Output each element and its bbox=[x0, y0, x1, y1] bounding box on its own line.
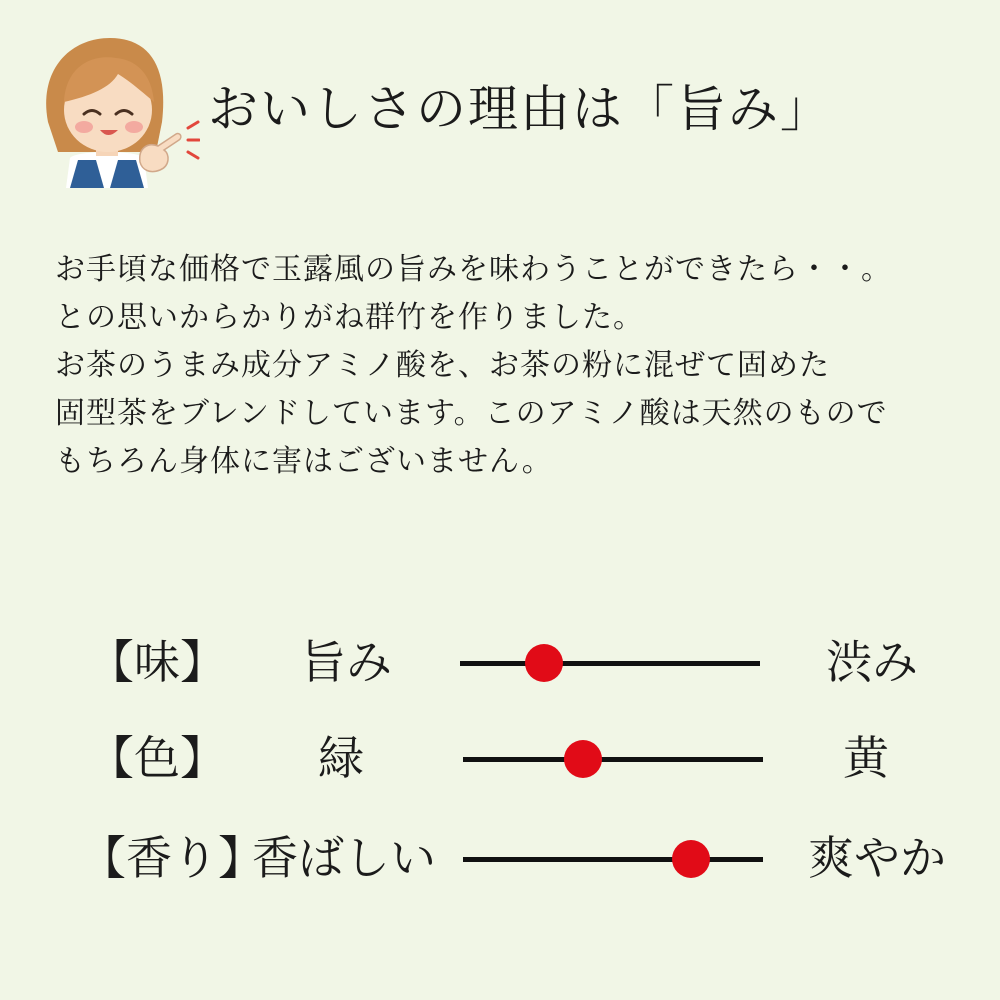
page-title: おいしさの理由は「旨み」 bbox=[208, 80, 832, 138]
color-right-term: 黄 bbox=[843, 731, 889, 785]
taste-scale-track bbox=[460, 661, 760, 666]
aroma-right-term: 爽やか bbox=[808, 831, 946, 885]
taste-scale-marker bbox=[525, 644, 563, 682]
taste-left-term: 旨み bbox=[300, 635, 392, 689]
aroma-left-term: 香ばしい bbox=[252, 831, 436, 885]
aroma-scale-track bbox=[463, 857, 763, 862]
description-line: もちろん身体に害はございません。 bbox=[55, 444, 553, 479]
description-line: お手頃な価格で玉露風の旨みを味わうことができたら・・。 bbox=[55, 252, 892, 287]
taste-scale-row bbox=[0, 622, 1000, 702]
taste-label: 【味】 bbox=[88, 635, 226, 689]
aroma-label: 【香り】 bbox=[80, 831, 264, 885]
color-scale-marker bbox=[564, 740, 602, 778]
woman-pointing-illustration bbox=[30, 30, 200, 190]
description-line: お茶のうまみ成分アミノ酸を、お茶の粉に混ぜて固めた bbox=[55, 348, 830, 383]
description-text bbox=[55, 246, 955, 486]
color-left-term: 緑 bbox=[318, 731, 364, 785]
aroma-scale-marker bbox=[672, 840, 710, 878]
color-label: 【色】 bbox=[88, 731, 226, 785]
color-scale-track bbox=[463, 757, 763, 762]
description-line: 固型茶をブレンドしています。このアミノ酸は天然のもので bbox=[55, 396, 888, 431]
color-scale-row bbox=[0, 718, 1000, 798]
taste-right-term: 渋み bbox=[826, 635, 918, 689]
description-line: との思いからかりがね群竹を作りました。 bbox=[55, 300, 644, 335]
aroma-scale-row bbox=[0, 818, 1000, 898]
